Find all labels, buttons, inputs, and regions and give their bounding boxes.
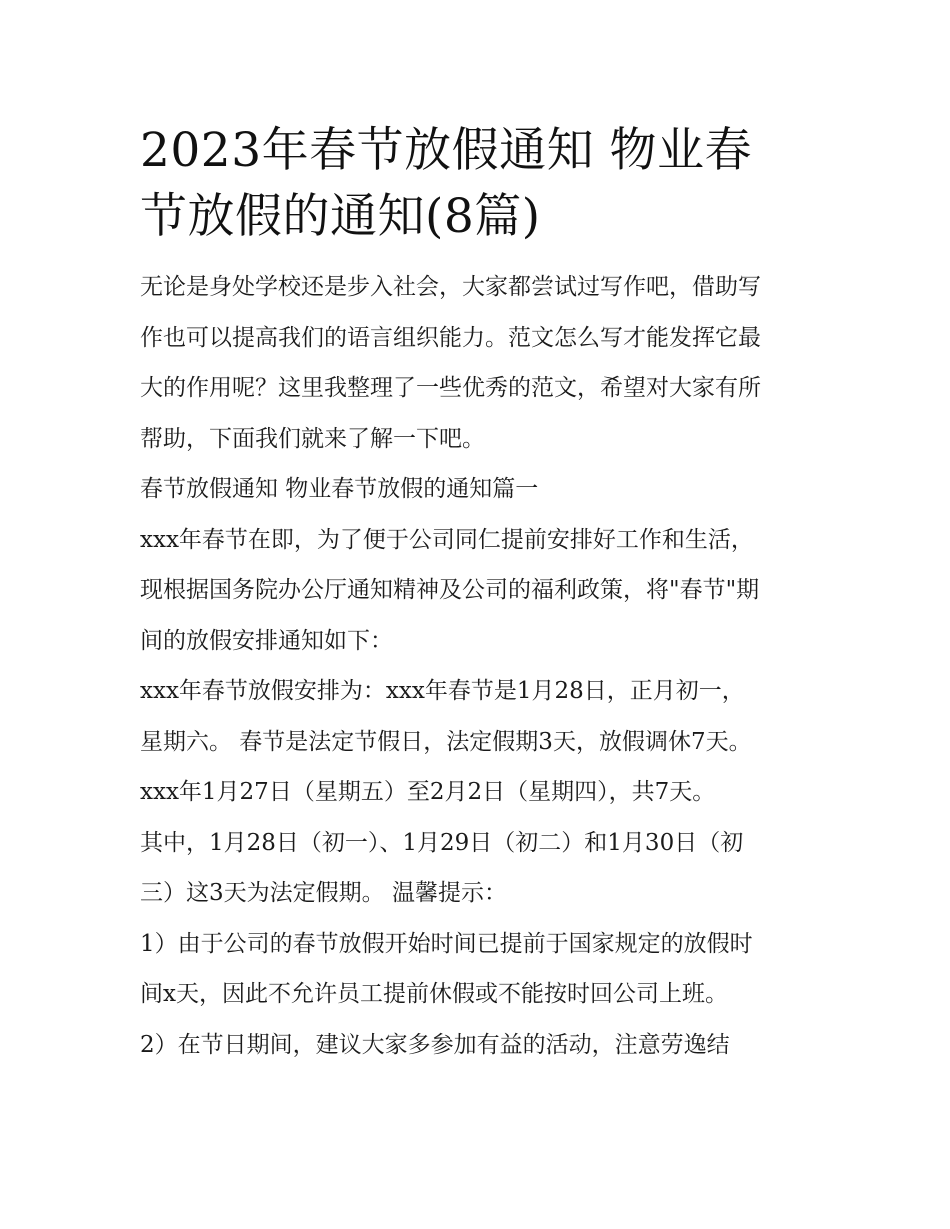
- text-line: 帮助，下面我们就来了解一下吧。: [140, 425, 485, 452]
- text-line: 现根据国务院办公厅通知精神及公司的福利政策，将"春节"期: [140, 577, 760, 603]
- title-line-1: 2023年春节放假通知 物业春: [140, 123, 753, 178]
- text-line: 星期六。 春节是法定节假日，法定假期3天，放假调休7天。: [140, 728, 752, 755]
- text-line: 间的放假安排通知如下：: [140, 627, 393, 654]
- document-title: [140, 118, 820, 250]
- text-line: 三）这3天为法定假期。 温馨提示：: [140, 880, 507, 906]
- text-line: 作也可以提高我们的语言组织能力。范文怎么写才能发挥它最: [140, 324, 761, 351]
- text-line: 间x天，因此不允许员工提前休假或不能按时回公司上班。: [140, 981, 728, 1007]
- text-line: xxx年春节在即，为了便于公司同仁提前安排好工作和生活，: [140, 526, 754, 553]
- text-line: 1）由于公司的春节放假开始时间已提前于国家规定的放假时: [140, 930, 753, 957]
- document-body: [140, 262, 820, 1070]
- text-line: 无论是身处学校还是步入社会，大家都尝试过写作吧，借助写: [140, 274, 761, 300]
- text-line: 大的作用呢？这里我整理了一些优秀的范文，希望对大家有所: [140, 375, 761, 401]
- title-line-2: 节放假的通知(8篇): [140, 189, 541, 244]
- text-line: xxx年1月27日（星期五）至2月2日（星期四），共7天。: [140, 779, 716, 805]
- section-heading: 春节放假通知 物业春节放假的通知篇一: [140, 476, 539, 502]
- text-line: 2）在节日期间，建议大家多参加有益的活动，注意劳逸结: [140, 1031, 730, 1058]
- text-line: xxx年春节放假安排为：xxx年春节是1月28日，正月初一，: [140, 678, 745, 704]
- text-line: 其中，1月28日（初一）、1月29日（初二）和1月30日（初: [140, 829, 744, 856]
- document-page: [140, 118, 820, 1070]
